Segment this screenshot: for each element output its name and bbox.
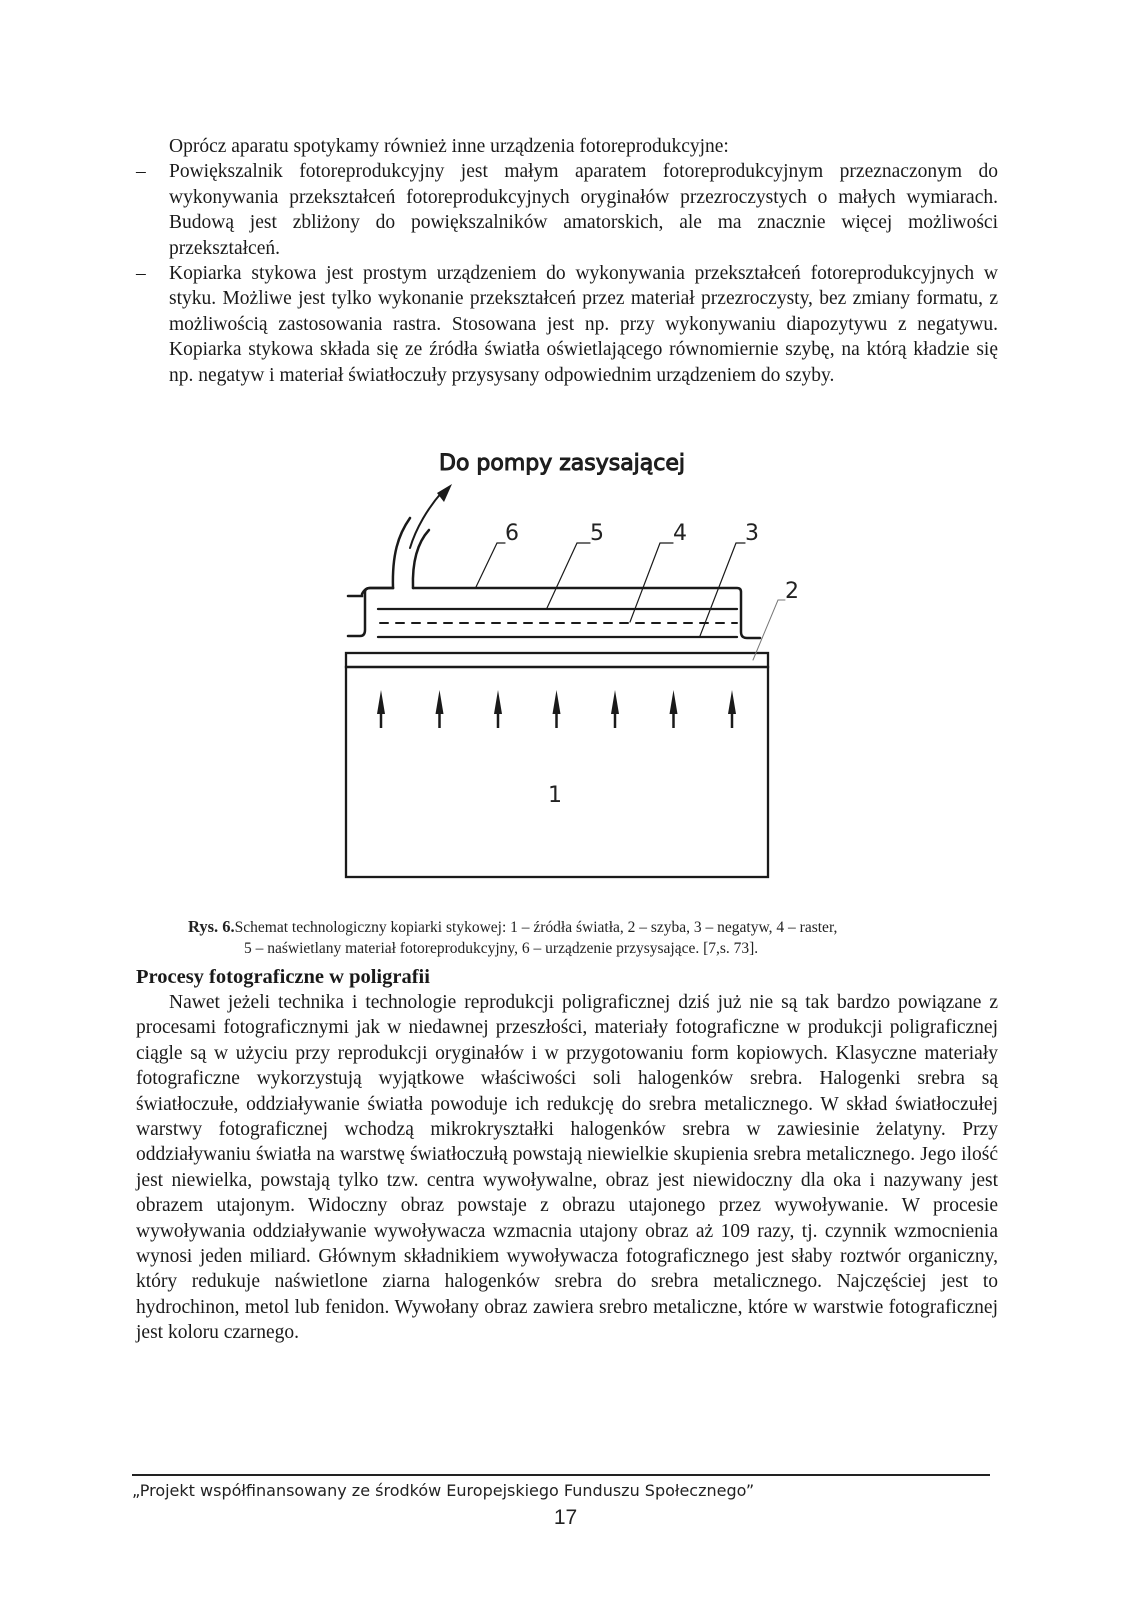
light-arrow-icon bbox=[377, 690, 385, 728]
bullet-dash: – bbox=[136, 263, 146, 285]
intro-lead: Oprócz aparatu spotykamy również inne urządzenia fotoreprodukcyjne: bbox=[169, 136, 729, 157]
list-item bbox=[136, 159, 998, 261]
footer-divider bbox=[132, 1474, 990, 1476]
light-arrow-icon bbox=[553, 690, 561, 728]
arrow-up-icon bbox=[437, 484, 452, 502]
light-arrow-icon bbox=[436, 690, 444, 728]
light-arrow-icon bbox=[611, 690, 619, 728]
light-arrow-icon bbox=[494, 690, 502, 728]
label-2: 2 bbox=[785, 579, 799, 604]
pump-label: Do pompy zasysającej bbox=[439, 451, 686, 476]
footer-text: „Projekt współfinansowany ze środków Europejskiego Funduszu Społecznego” bbox=[132, 1481, 755, 1500]
suction-hose-right bbox=[413, 530, 429, 588]
leader-line-5 bbox=[547, 543, 590, 608]
light-arrow-icon bbox=[728, 690, 736, 728]
section-paragraph: Nawet jeżeli technika i technologie reprodukcji poligraficznej dziś już nie są tak bardzo powiązane z procesami fotograficznymi jak w niedawnej przeszłości, materiały fotograficzne w produkcji poligraficznej ciągle są w użyciu przy reprodukcji oryginałów i w przygotowaniu form kopiowych. Klasyczne materiały fotograficzne wykorzystują wyjątkowe właściwości soli halogenków srebra. Halogenki srebra są światłoczułe, oddziaływanie światła powoduje ich redukcję do srebra metalicznego. W skład światłoczułej warstwy fotograficznej wchodzą mikrokryształki halogenków srebra w zawiesinie żelatyny. Przy oddziaływaniu światła na warstwę światłoczułą powstają niewielkie skupienia srebra metalicznego. Jego ilość jest niewielka, powstają tylko tzw. centra wywoływalne, obraz jest niewidoczny dla oka i nazywany jest obrazem utajonym. Widoczny obraz powstaje z obrazu utajonego przez wywoływanie. W procesie wywoływania oddziaływanie wywoływacza wzmacnia utajony obraz aż 109 razy, tj. czynnik wzmocnienia wynosi jeden miliard. Głównym składnikiem wywoływacza fotograficznego jest słaby roztwór organiczny, który redukuje naświetlone ziarna halogenków srebra do srebra metalicznego. Najczęściej jest to hydrochinon, metol lub fenidon. Wywołany obraz zawiera srebro metaliczne, które w warstwie fotograficznej jest koloru czarnego. bbox=[136, 992, 998, 1344]
list-item-text: Kopiarka stykowa jest prostym urządzeniem do wykonywania przekształceń fotoreprodukcyjnych w styku. Możliwe jest tylko wykonanie przekształceń przez materiał przezroczysty, bez zmiany formatu, z możliwością zastosowania rastra. Stosowana jest np. przy wykonywaniu diapozytywu z negatywu. Kopiarka stykowa składa się ze źródła światła oświetlającego równomiernie szybę, na którą kładzie się np. negatyw i materiał światłoczuły przysysany odpowiednim urządzeniem do szyby. bbox=[169, 263, 998, 386]
section-body bbox=[136, 990, 998, 1346]
suction-flow-line bbox=[410, 492, 442, 548]
list-item bbox=[136, 261, 998, 388]
light-arrows bbox=[377, 690, 736, 728]
leader-line-2 bbox=[753, 600, 785, 660]
contact-printer-diagram bbox=[340, 440, 800, 880]
leader-line-4 bbox=[630, 543, 673, 622]
light-arrow-icon bbox=[670, 690, 678, 728]
figure-caption bbox=[188, 916, 988, 959]
section-title: Procesy fotograficzne w poligrafii bbox=[136, 966, 430, 988]
caption-line-1: Schemat technologiczny kopiarki stykowej: 1 – źródła światła, 2 – szyba, 3 – negatyw, 4 – raster, bbox=[234, 919, 838, 936]
glass-plate-2 bbox=[346, 653, 768, 667]
page-number: 17 bbox=[553, 1506, 578, 1529]
suction-device-housing bbox=[348, 588, 760, 638]
intro-section bbox=[136, 134, 998, 388]
label-1: 1 bbox=[548, 783, 562, 808]
label-5: 5 bbox=[590, 521, 604, 546]
label-4: 4 bbox=[673, 521, 687, 546]
caption-number: Rys. 6. bbox=[188, 917, 235, 936]
bullet-dash: – bbox=[136, 161, 146, 183]
suction-hose-left bbox=[393, 518, 410, 588]
label-3: 3 bbox=[745, 521, 759, 546]
leader-line-6 bbox=[476, 543, 505, 587]
list-item-text: Powiększalnik fotoreprodukcyjny jest małym aparatem fotoreprodukcyjnym przeznaczonym do wykonywania przekształceń fotoreprodukcyjnych oryginałów przezroczystych o małych wymiarach. Budową jest zbliżony do powiększalników amatorskich, ale ma znacznie więcej możliwości przekształceń. bbox=[169, 161, 998, 259]
caption-line-2: 5 – naświetlany materiał fotoreprodukcyjny, 6 – urządzenie przysysające. [7,s. 73]. bbox=[244, 940, 759, 957]
label-6: 6 bbox=[505, 521, 519, 546]
